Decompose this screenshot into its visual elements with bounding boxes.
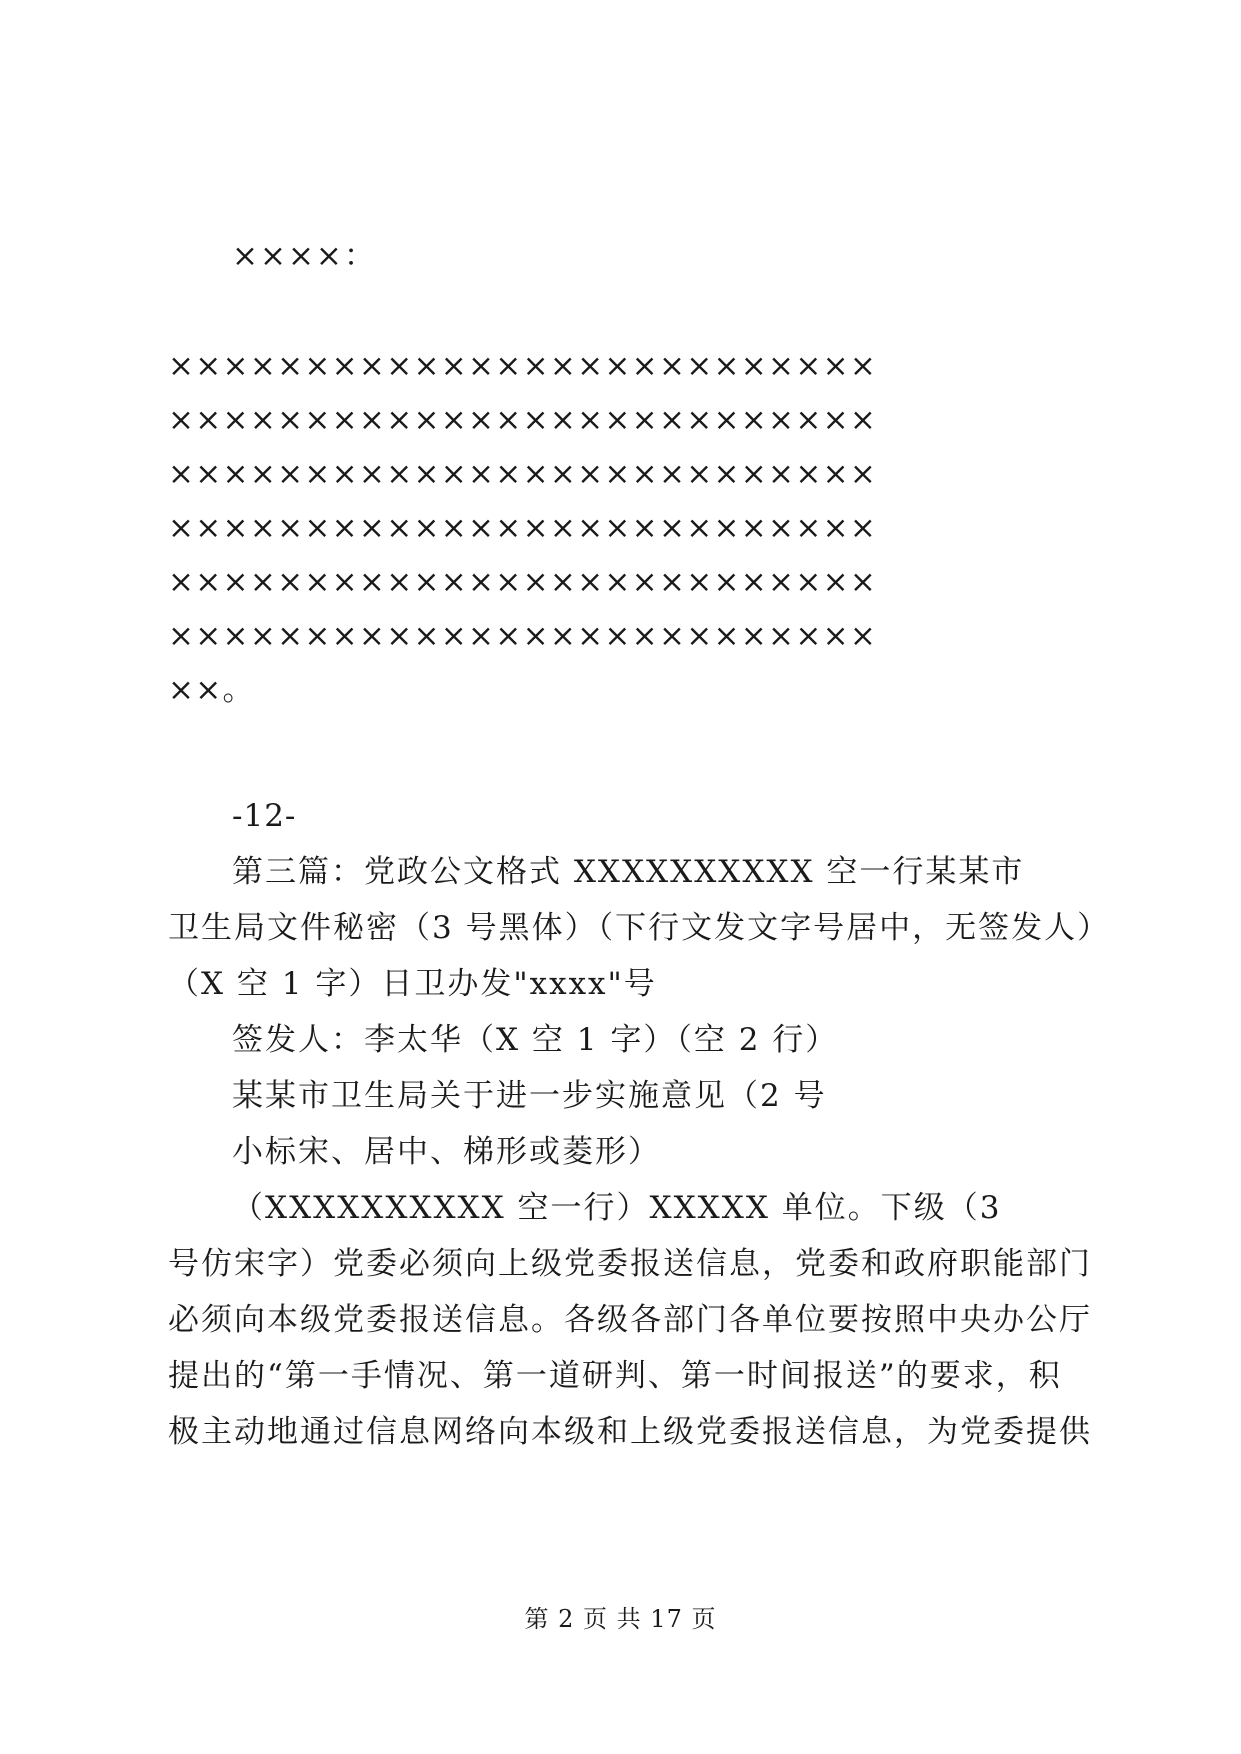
signer-line: 签发人：李太华（X 空 1 字）（空 2 行） [232, 1022, 839, 1058]
body-line: （XXXXXXXXXX 空一行）XXXXX 单位。下级（3 [232, 1190, 1002, 1226]
body-line: 号仿宋字）党委必须向上级党委报送信息，党委和政府职能部门 [168, 1246, 1092, 1282]
salutation: ××××： [232, 238, 377, 274]
document-title-line: 小标宋、居中、梯形或菱形） [232, 1134, 661, 1170]
placeholder-line: ×××××××××××××××××××××××××× [168, 510, 878, 546]
placeholder-line: ×××××××××××××××××××××××××× [168, 618, 878, 654]
page-marker: -12- [232, 798, 297, 834]
body-line: 卫生局文件秘密（3 号黑体）（下行文发文字号居中，无签发人） [168, 910, 1111, 946]
body-line: 提出的“第一手情况、第一道研判、第一时间报送”的要求，积 [168, 1358, 1062, 1394]
section-heading: 第三篇：党政公文格式 XXXXXXXXXX 空一行某某市 [232, 854, 1025, 890]
placeholder-line: ×××××××××××××××××××××××××× [168, 456, 878, 492]
placeholder-line: ×××××××××××××××××××××××××× [168, 564, 878, 600]
placeholder-line: ×××××××××××××××××××××××××× [168, 402, 878, 438]
page-footer: 第 2 页 共 17 页 [524, 1605, 717, 1633]
document-title-line: 某某市卫生局关于进一步实施意见（2 号 [232, 1078, 827, 1114]
body-line: 必须向本级党委报送信息。各级各部门各单位要按照中央办公厅 [168, 1302, 1092, 1338]
body-line: 极主动地通过信息网络向本级和上级党委报送信息，为党委提供 [168, 1414, 1092, 1450]
body-line: （X 空 1 字）日卫办发"xxxx"号 [168, 966, 657, 1002]
placeholder-line: ×××××××××××××××××××××××××× [168, 348, 878, 384]
placeholder-line-end: ××。 [168, 672, 255, 708]
